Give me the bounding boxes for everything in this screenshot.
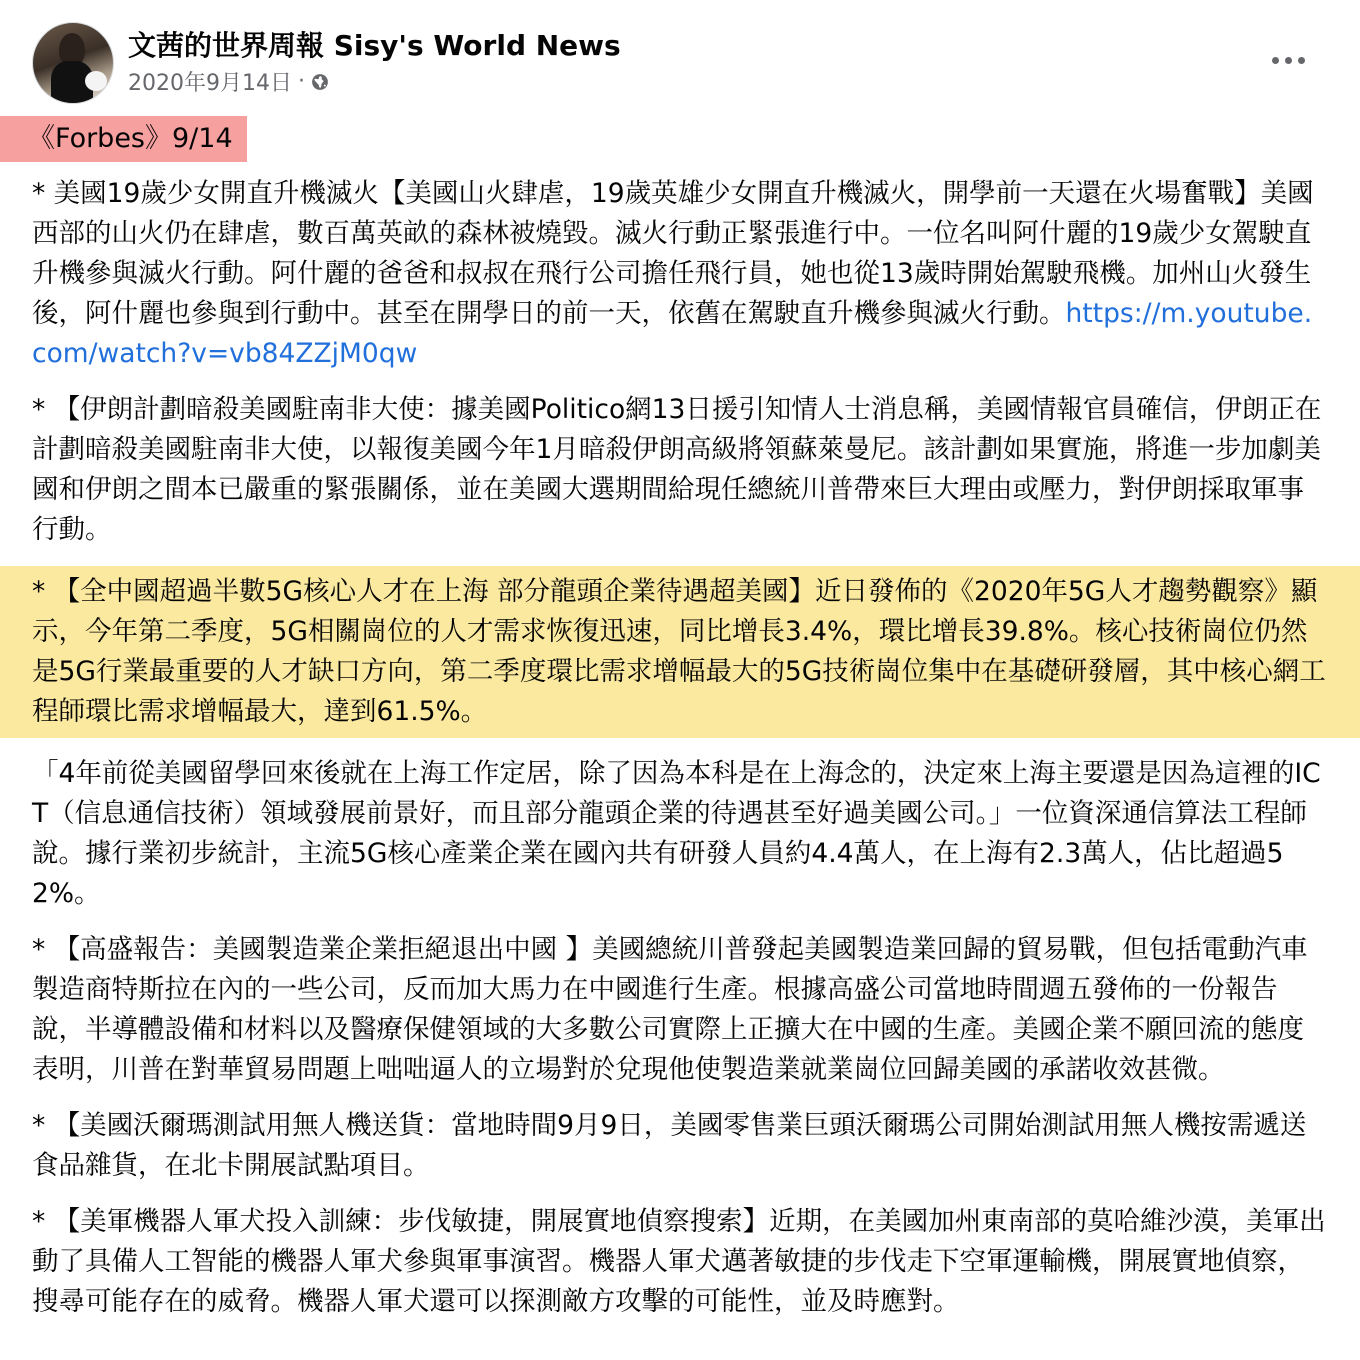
paragraph-5g-talent: * 【全中國超過半數5G核心人才在上海 部分龍頭企業待遇超美國】近日發佈的《2020年5G人才趨勢觀察》顯示，今年第二季度，5G相關崗位的人才需求恢復迅速，同比增長3.4%，環比增長39.8%。核心技術崗位仍然是5G行業最重要的人才缺口方向，第二季度環比需求增幅最大的5G技術崗位集中在基礎研發層，其中核心網工程師環比需求增幅最大，達到61.5%。 [0, 566, 1360, 738]
paragraph-robot-dog: * 【美軍機器人軍犬投入訓練：步伐敏捷，開展實地偵察搜索】近期，在美國加州東南部的莫哈維沙漠，美軍出動了具備人工智能的機器人軍犬參與軍事演習。機器人軍犬邁著敏捷的步伐走下空軍運輸機，開展實地偵察，搜尋可能存在的威脅。機器人軍犬還可以探測敵方攻擊的可能性，並及時應對。 [32, 1206, 1326, 1317]
paragraph-walmart: * 【美國沃爾瑪測試用無人機送貨：當地時間9月9日，美國零售業巨頭沃爾瑪公司開始測試用無人機按需遞送食品雜貨，在北卡開展試點項目。 [32, 1110, 1307, 1181]
more-horizontal-icon [1272, 57, 1305, 64]
youtube-link[interactable]: https://m.youtube.com/watch?v=vb84ZZjM0qw [32, 298, 1313, 369]
paragraph-goldman: * 【高盛報告：美國製造業企業拒絕退出中國 】美國總統川普發起美國製造業回歸的貿易戰，但包括電動汽車製造商特斯拉在內的一些公司，反而加大馬力在中國進行生產。根據高盛公司當地時間週五發佈的一份報告說，半導體設備和材料以及醫療保健領域的大多數公司實際上正擴大在中國的生產。美國企業不願回流的態度表明，川普在對華貿易問題上咄咄逼人的立場對於兌現他使製造業就業崗位回歸美國的承諾收效甚微。 [32, 934, 1308, 1085]
post-date-link[interactable]: 2020年9月14日 [128, 71, 292, 96]
meta-separator: · [297, 69, 305, 94]
post-content [0, 116, 1360, 1322]
page-name-link[interactable]: 文茜的世界周報 Sisy's World News [128, 29, 621, 62]
paragraph-iran: * 【伊朗計劃暗殺美國駐南非大使：據美國Politico網13日援引知情人士消息稱，美國情報官員確信，伊朗正在計劃暗殺美國駐南非大使，以報復美國今年1月暗殺伊朗高級將領蘇萊曼尼。該計劃如果實施，將進一步加劇美國和伊朗之間本已嚴重的緊張關係，並在美國大選期間給現任總統川普帶來巨大理由或壓力，對伊朗採取軍事行動。 [32, 394, 1322, 545]
avatar-dog [85, 71, 107, 91]
paragraph-helicopter [0, 174, 1360, 374]
post-header [0, 0, 1360, 112]
source-tag: 《Forbes》9/14 [0, 116, 247, 162]
post-meta [128, 66, 329, 97]
globe-icon[interactable] [311, 69, 329, 94]
paragraph-text: * 美國19歲少女開直升機滅火【美國山火肆虐，19歲英雄少女開直升機滅火，開學前一天還在火場奮戰】美國西部的山火仍在肆虐，數百萬英畝的森林被燒毀。滅火行動正緊張進行中。一位名叫阿什麗的19歲少女駕駛直升機參與滅火行動。阿什麗的爸爸和叔叔在飛行公司擔任飛行員，她也從13歲時開始駕駛飛機。加州山火發生後，阿什麗也參與到行動中。甚至在開學日的前一天，依舊在駕駛直升機參與滅火行動。 [32, 178, 1314, 329]
paragraph-quote: 「4年前從美國留學回來後就在上海工作定居，除了因為本科是在上海念的，決定來上海主要還是因為這裡的ICT（信息通信技術）領域發展前景好，而且部分龍頭企業的待遇甚至好過美國公司。」一位資深通信算法工程師說。據行業初步統計，主流5G核心產業企業在國內共有研發人員約4.4萬人，在上海有2.3萬人，佔比超過52%。 [32, 758, 1321, 909]
more-options-button[interactable] [1266, 44, 1310, 76]
avatar[interactable] [32, 22, 114, 104]
